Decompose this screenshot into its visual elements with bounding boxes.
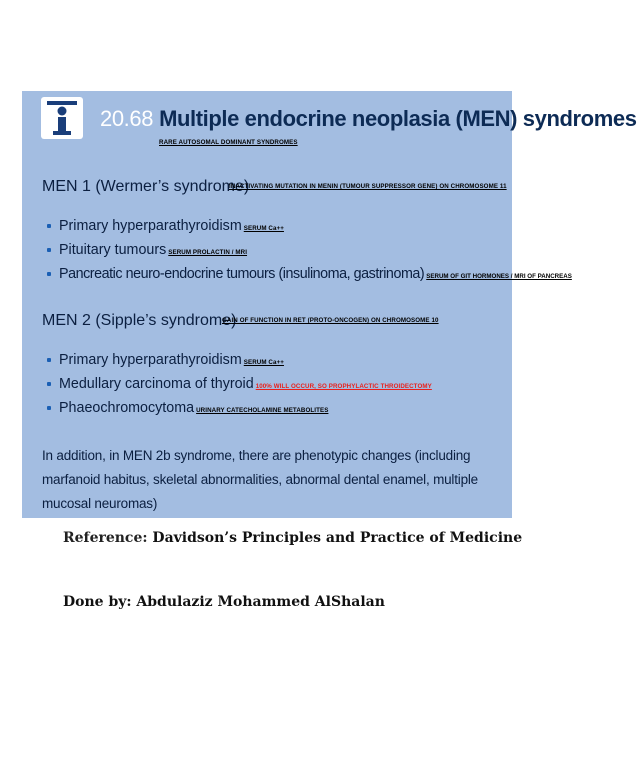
list-item: Medullary carcinoma of thyroid 100% WILL OCCUR, SO PROPHYLACTIC THROIDECTOMY — [47, 376, 432, 392]
bullet-icon — [47, 224, 51, 228]
reference-line — [63, 530, 522, 546]
reference-text: Davidson’s Principles and Practice of Medicine — [152, 530, 523, 546]
bullet-icon — [47, 358, 51, 362]
slide-title — [100, 106, 637, 132]
list-item: Primary hyperparathyroidism SERUM Ca++ — [47, 218, 284, 234]
item-note: SERUM Ca++ — [243, 359, 284, 366]
item-note: SERUM OF GIT HORMONES / MRI OF PANCREAS — [426, 273, 572, 280]
men2-heading: MEN 2 (Sipple’s syndrome) — [42, 312, 237, 329]
reference-label: Reference: — [63, 530, 148, 546]
men1-heading: MEN 1 (Wermer’s syndrome) — [42, 178, 250, 195]
bullet-icon — [47, 248, 51, 252]
list-item: Phaeochromocytoma URINARY CATECHOLAMINE METABOLITES — [47, 400, 328, 416]
title-number: 20.68 — [100, 106, 154, 131]
bullet-icon — [47, 406, 51, 410]
list-item: Pituitary tumours SERUM PROLACTIN / MRI — [47, 242, 247, 258]
addition-paragraph: In addition, in MEN 2b syndrome, there are phenotypic changes (including marfanoid habitus, skeletal abnormalities, abnormal dental enamel, multiple mucosal neuromas) — [42, 448, 478, 511]
list-item: Pancreatic neuro-endocrine tumours (insulinoma, gastrinoma) SERUM OF GIT HORMONES / MRI OF PANCREAS — [47, 266, 572, 282]
title-text: Multiple endocrine neoplasia (MEN) syndromes — [159, 106, 637, 131]
item-note: 100% WILL OCCUR, SO PROPHYLACTIC THROIDECTOMY — [255, 383, 432, 390]
subtitle: RARE AUTOSOMAL DOMINANT SYNDROMES — [159, 139, 298, 146]
slide-image — [22, 91, 637, 518]
men1-note: INACTIVATING MUTATION IN MENIN (TUMOUR SUPPRESSOR GENE) ON CHROMOSOME 11 — [229, 183, 507, 190]
list-item: Primary hyperparathyroidism SERUM Ca++ — [47, 352, 284, 368]
info-icon — [41, 97, 83, 139]
item-note: SERUM Ca++ — [243, 225, 284, 232]
item-note: URINARY CATECHOLAMINE METABOLITES — [196, 407, 329, 414]
author-line: Done by: Abdulaziz Mohammed AlShalan — [63, 594, 385, 610]
men2-note: GAIN OF FUNCTION IN RET (PROTO-ONCOGEN) ON CHROMOSOME 10 — [222, 317, 439, 324]
bullet-icon — [47, 272, 51, 276]
bullet-icon — [47, 382, 51, 386]
item-note: SERUM PROLACTIN / MRI — [168, 249, 248, 256]
